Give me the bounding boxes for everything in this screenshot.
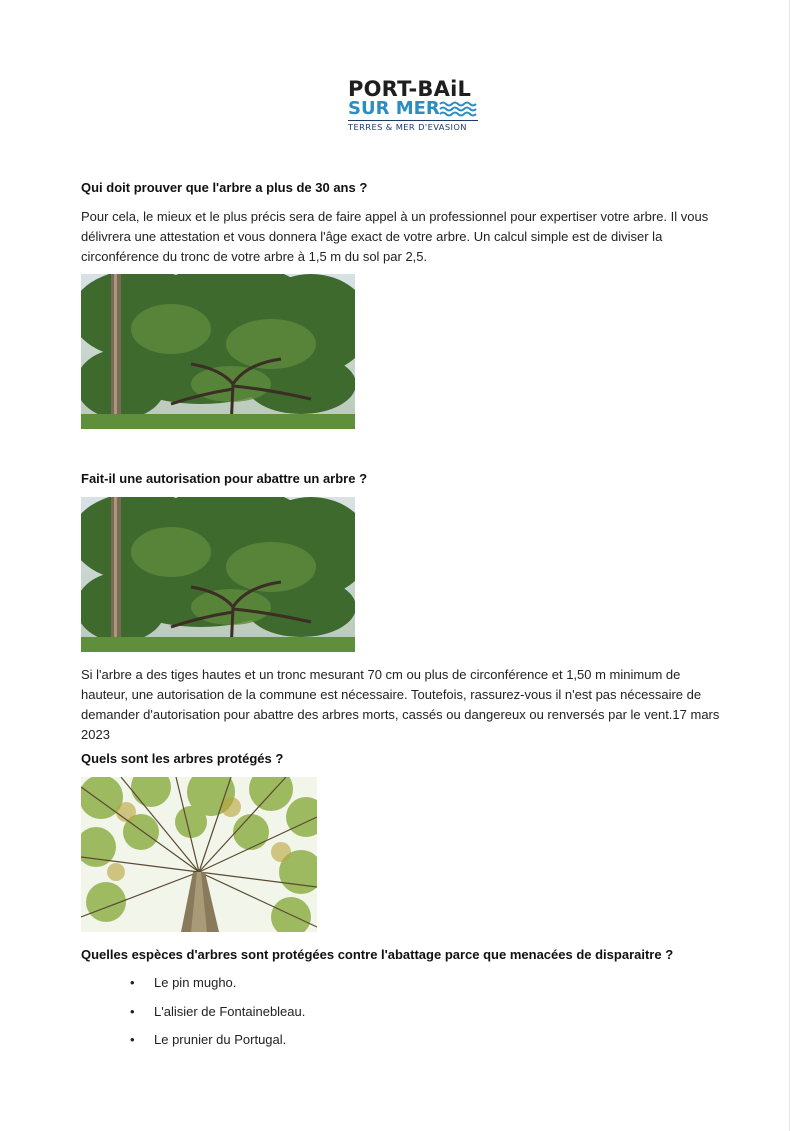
port-bail-logo — [348, 78, 480, 134]
logo-subtitle: SUR MER — [348, 98, 440, 119]
endangered-species-list — [128, 974, 305, 1060]
oak-tree-photo-1 — [81, 274, 355, 429]
logo-divider — [348, 120, 478, 121]
section-heading-protected: Quels sont les arbres protégés ? — [81, 751, 284, 766]
page-edge — [789, 0, 790, 1131]
section-paragraph-authorization: Si l'arbre a des tiges hautes et un tronc mesurant 70 cm ou plus de circonférence et 1,50 m minimum de hauteur, une autorisation de la commune est nécessaire. Toutefois, rassurez-vous il n'est pas nécessaire de demander d'autorisation pour abattre des arbres morts, cassés ou dangereux ou renversés par le vent.17 mars 2023 — [81, 667, 720, 742]
list-item-label: L'alisier de Fontainebleau. — [154, 1003, 306, 1019]
list-item — [128, 974, 305, 1003]
tree-looking-up-photo — [81, 777, 317, 932]
oak-tree-photo-2 — [81, 497, 355, 652]
section-heading-endangered: Quelles espèces d'arbres sont protégées contre l'abattage parce que menacées de disparaitre ? — [81, 947, 674, 962]
section-heading-authorization: Fait-il une autorisation pour abattre un arbre ? — [81, 471, 368, 486]
bullet-icon: • — [130, 1032, 135, 1047]
bullet-icon: • — [130, 975, 135, 990]
section-heading-age: Qui doit prouver que l'arbre a plus de 30 ans ? — [81, 180, 368, 195]
list-item-label: Le pin mugho. — [154, 975, 237, 990]
waves-icon — [439, 100, 479, 118]
list-item-label: Le prunier du Portugal. — [154, 1032, 287, 1047]
logo-title: PORT-BAiL — [348, 77, 472, 101]
section-paragraph-age: Pour cela, le mieux et le plus précis sera de faire appel à un professionnel pour expertiser votre arbre. Il vous délivrera une attestation et vous donnera l'âge exact de votre arbre. Un calcul simple est de diviser la circonférence du tronc de votre arbre à 1,5 m du sol par 2,5. — [81, 209, 709, 264]
list-item — [128, 1003, 305, 1032]
logo-tagline: TERRES & MER D'EVASION — [348, 122, 467, 132]
list-item — [128, 1031, 305, 1060]
bullet-icon: • — [130, 1003, 135, 1019]
